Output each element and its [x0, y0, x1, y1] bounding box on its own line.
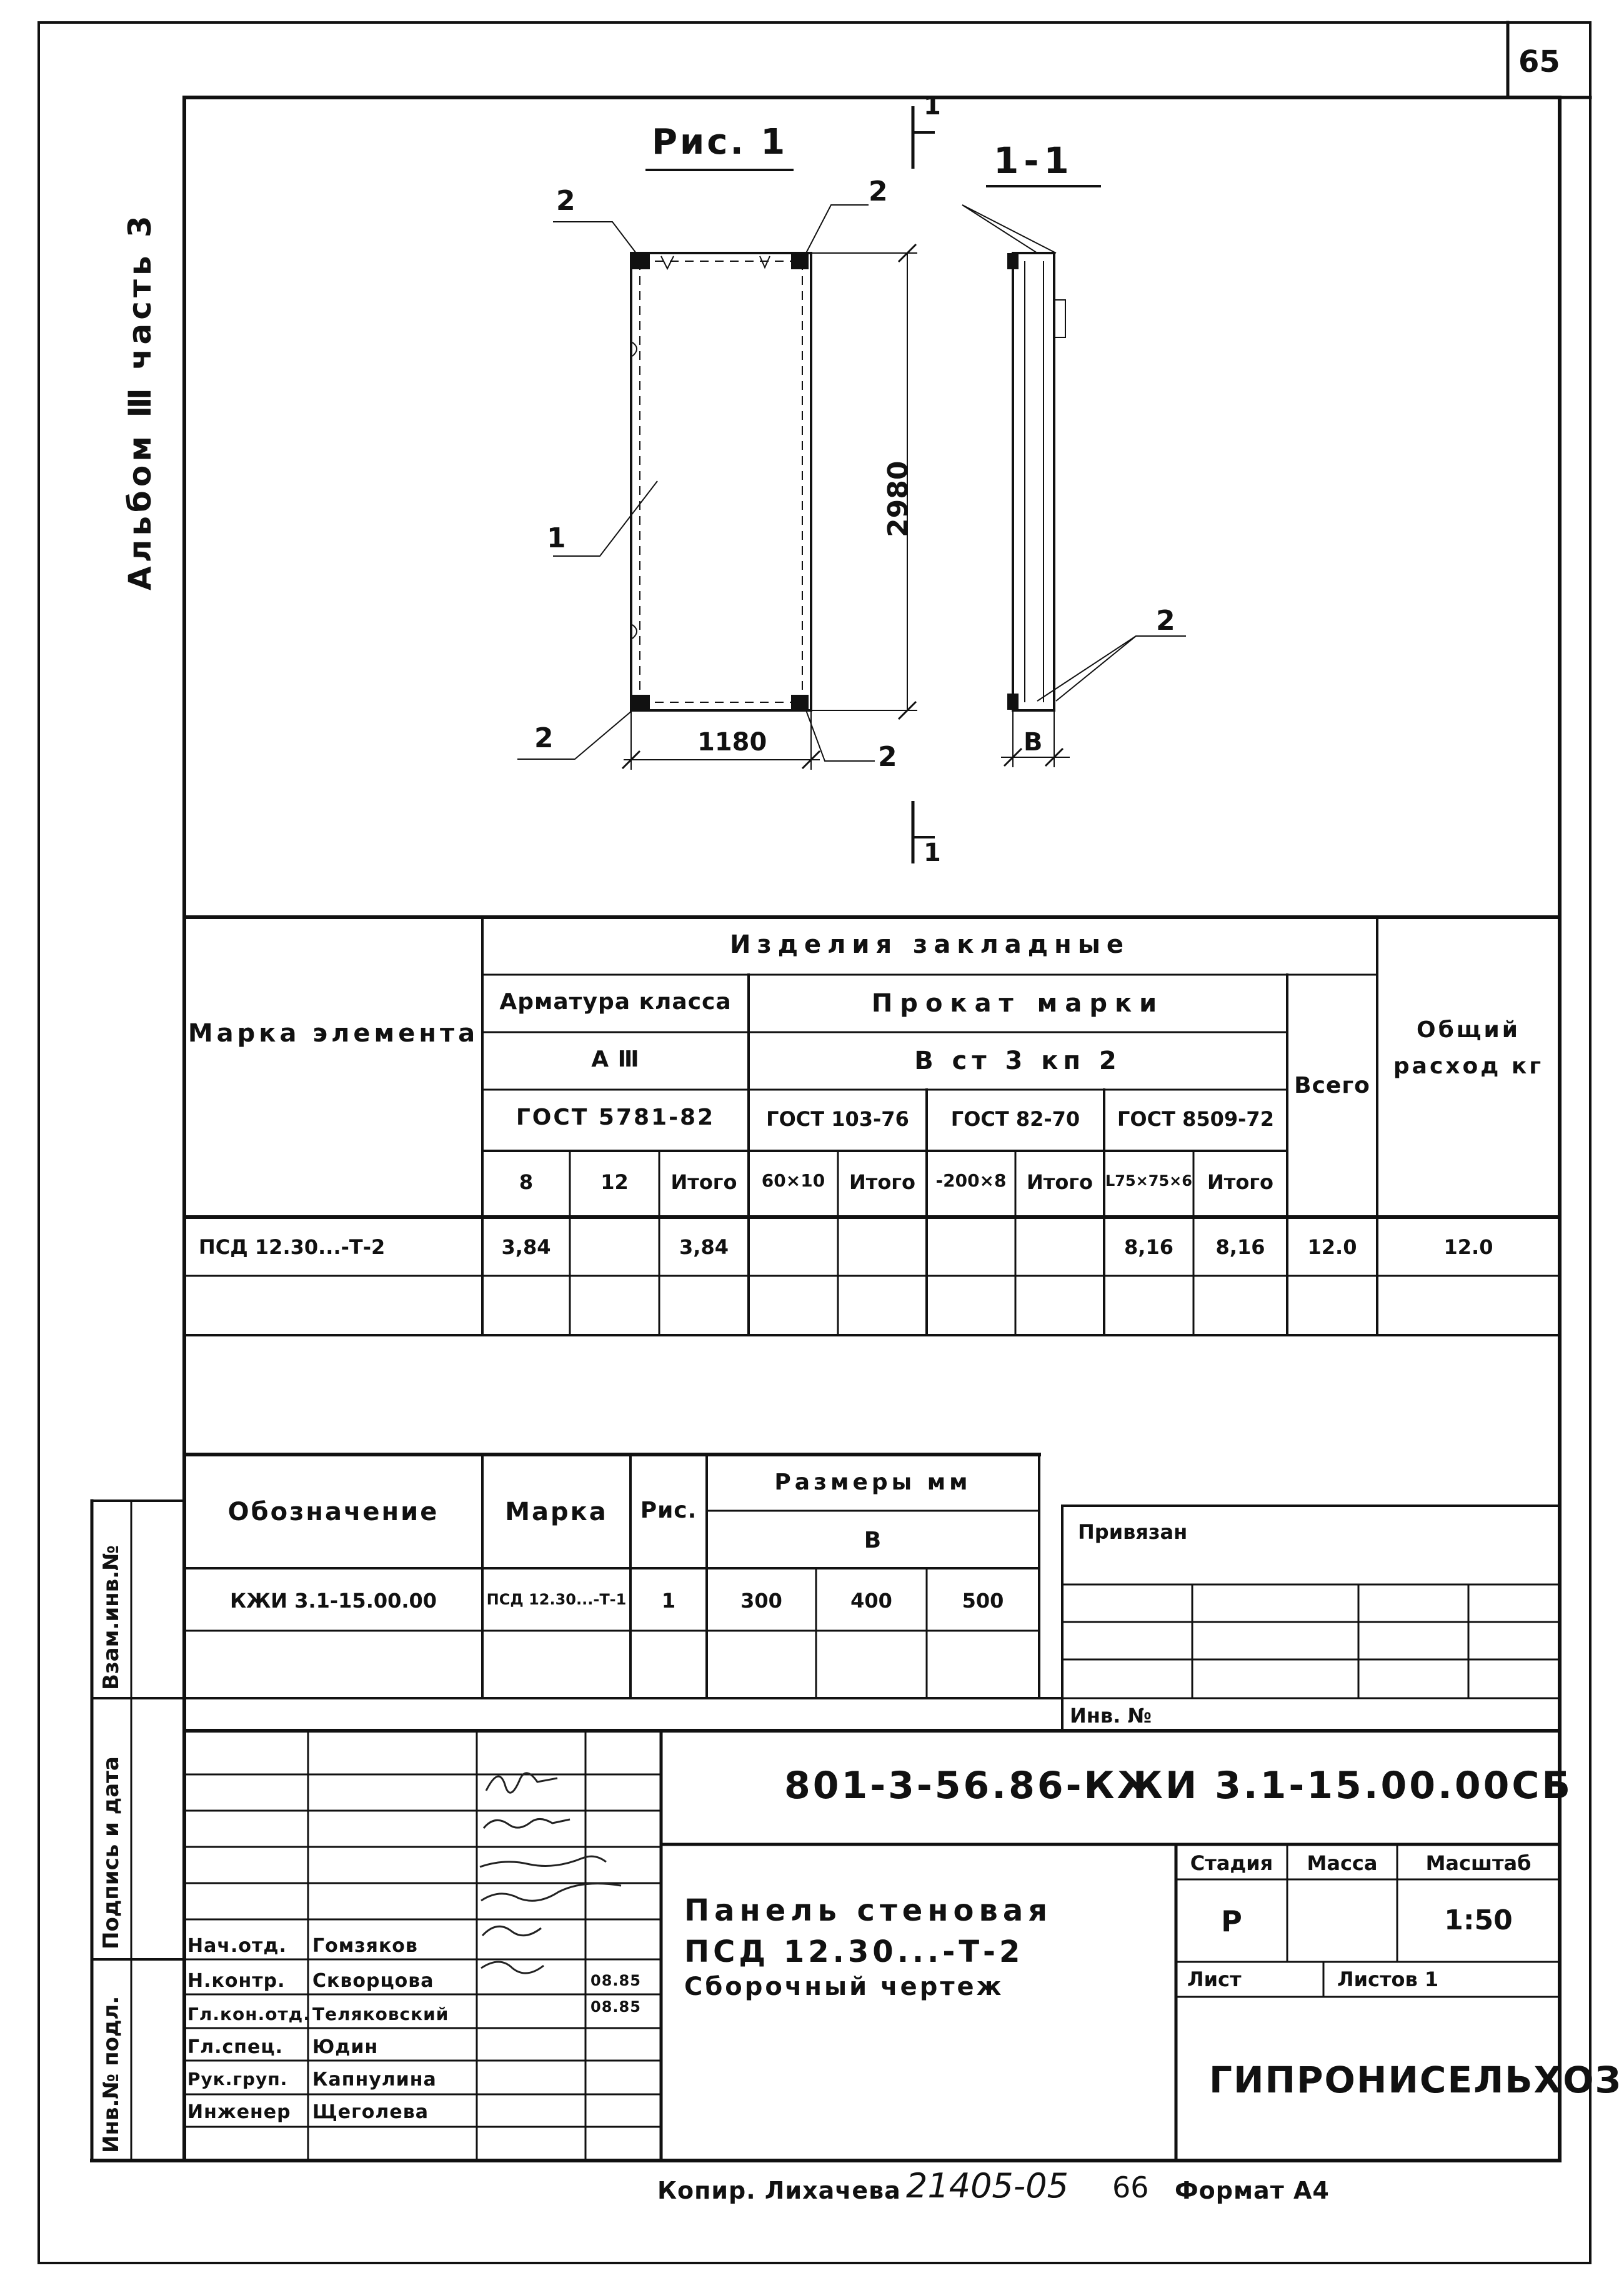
col-general: Общий расход кг — [1393, 1017, 1544, 1079]
col-total: Всего — [1294, 1073, 1370, 1098]
rebar-class: Арматура класса — [499, 989, 732, 1015]
stage-value: Р — [1221, 1904, 1242, 1938]
scale-value: 1:50 — [1444, 1904, 1513, 1936]
signer-role: Н.контр. — [187, 1970, 286, 1992]
album-label: Альбом Ⅲ часть 3 — [122, 212, 158, 590]
dim-thickness: B — [1024, 728, 1043, 757]
row-fig: 1 — [661, 1589, 676, 1613]
scale-label: Масштаб — [1425, 1851, 1532, 1875]
signer-name: Юдин — [312, 2036, 379, 2058]
signer-date: 08.85 — [590, 1998, 641, 2016]
section-mark-top: 1 — [924, 92, 941, 121]
table-row-mark: ПСД 12.30...-Т-2 — [199, 1235, 386, 1259]
panel-name-1: Панель стеновая — [684, 1893, 1053, 1928]
col-mark-element: Марка элемента — [187, 1019, 479, 1048]
cell: 8,16 — [1215, 1235, 1265, 1259]
col-mark: Марка — [505, 1498, 608, 1526]
cell: 3,84 — [679, 1235, 729, 1259]
sub-total-1: Итого — [670, 1170, 737, 1194]
callout-2-bl: 2 — [534, 722, 554, 754]
rebar-grade: А Ⅲ — [591, 1047, 640, 1072]
margin-inv-podl: Инв.№ подл. — [99, 1996, 124, 2153]
callout-2-br: 2 — [878, 741, 897, 773]
gost-82: ГОСТ 82-70 — [950, 1107, 1080, 1131]
signer-date: 08.85 — [590, 1972, 641, 1989]
signer-name: Капнулина — [312, 2069, 437, 2091]
callout-2-tl: 2 — [556, 185, 575, 217]
sub-angle: L75×75×6 — [1105, 1172, 1192, 1190]
cell: 12.0 — [1443, 1235, 1493, 1259]
mass-label: Масса — [1307, 1851, 1378, 1875]
signer-role: Нач.отд. — [187, 1935, 287, 1957]
signer-role: Гл.кон.отд. — [187, 2004, 311, 2024]
sub-total-2: Итого — [849, 1170, 915, 1194]
binding-label: Привязан — [1078, 1520, 1188, 1544]
rolled-title: Прокат марки — [871, 989, 1165, 1018]
signer-role: Рук.груп. — [187, 2069, 288, 2089]
sub-200x8: -200×8 — [935, 1170, 1007, 1191]
signatures — [480, 1773, 621, 1973]
col-designation: Обозначение — [227, 1498, 439, 1526]
rebar-gost: ГОСТ 5781-82 — [516, 1105, 715, 1130]
footer-copied: Копир. Лихачева — [657, 2177, 901, 2204]
sheet-label: Лист — [1187, 1967, 1242, 1991]
figure-title: Рис. 1 — [652, 122, 788, 162]
footer-format: Формат А4 — [1175, 2177, 1330, 2204]
cell: 3,84 — [501, 1235, 551, 1259]
sub-12: 12 — [600, 1170, 629, 1194]
embedded-title: Изделия закладные — [730, 930, 1130, 959]
rolled-grade: В ст 3 кп 2 — [914, 1047, 1122, 1075]
cell: 12.0 — [1307, 1235, 1357, 1259]
sub-total-4: Итого — [1207, 1170, 1273, 1194]
section-mark-bottom: 1 — [924, 838, 941, 867]
col-b: B — [864, 1528, 882, 1553]
cell: 8,16 — [1124, 1235, 1173, 1259]
dim-height: 2980 — [882, 460, 914, 537]
sheets-label: Листов 1 — [1337, 1967, 1439, 1991]
sub-total-3: Итого — [1026, 1170, 1093, 1194]
row-b-500: 500 — [962, 1589, 1004, 1613]
row-b-400: 400 — [850, 1589, 892, 1613]
page-number: 65 — [1518, 44, 1560, 79]
signer-role: Гл.спец. — [187, 2036, 283, 2058]
signer-name: Теляковский — [312, 2004, 449, 2024]
row-designation: КЖИ 3.1-15.00.00 — [229, 1589, 437, 1613]
col-sizes: Размеры мм — [774, 1470, 972, 1495]
organization: ГИПРОНИСЕЛЬХОЗ — [1209, 2059, 1622, 2101]
gost-103: ГОСТ 103-76 — [766, 1107, 909, 1131]
panel-name-2: ПСД 12.30...-Т-2 — [684, 1934, 1024, 1969]
margin-vzam: Взам.инв.№ — [99, 1545, 124, 1690]
callout-2-tr: 2 — [869, 176, 888, 207]
gost-8509: ГОСТ 8509-72 — [1117, 1107, 1274, 1131]
section-view — [962, 205, 1186, 767]
footer-number: 21405-05 — [906, 2166, 1069, 2206]
callout-1: 1 — [547, 522, 566, 554]
col-fig: Рис. — [640, 1498, 697, 1523]
row-mark: ПСД 12.30...-Т-1 — [486, 1591, 627, 1608]
sub-60x10: 60×10 — [761, 1170, 825, 1191]
section-title: 1-1 — [994, 139, 1074, 182]
signer-name: Щеголева — [312, 2101, 429, 2123]
margin-sign-date: Подпись и дата — [99, 1756, 124, 1949]
row-b-300: 300 — [740, 1589, 782, 1613]
sub-8: 8 — [519, 1170, 534, 1194]
panel-name-3: Сборочный чертеж — [684, 1972, 1004, 2001]
stage-label: Стадия — [1190, 1851, 1273, 1875]
signer-name: Скворцова — [312, 1970, 434, 1992]
footer-page: 66 — [1112, 2171, 1149, 2204]
inv-label: Инв. № — [1070, 1704, 1152, 1728]
signer-role: Инженер — [187, 2101, 291, 2123]
dim-width: 1180 — [697, 728, 767, 757]
callout-2-section: 2 — [1156, 605, 1175, 637]
document-code: 801-3-56.86-КЖИ 3.1-15.00.00СБ — [784, 1764, 1573, 1808]
signer-name: Гомзяков — [312, 1935, 418, 1957]
